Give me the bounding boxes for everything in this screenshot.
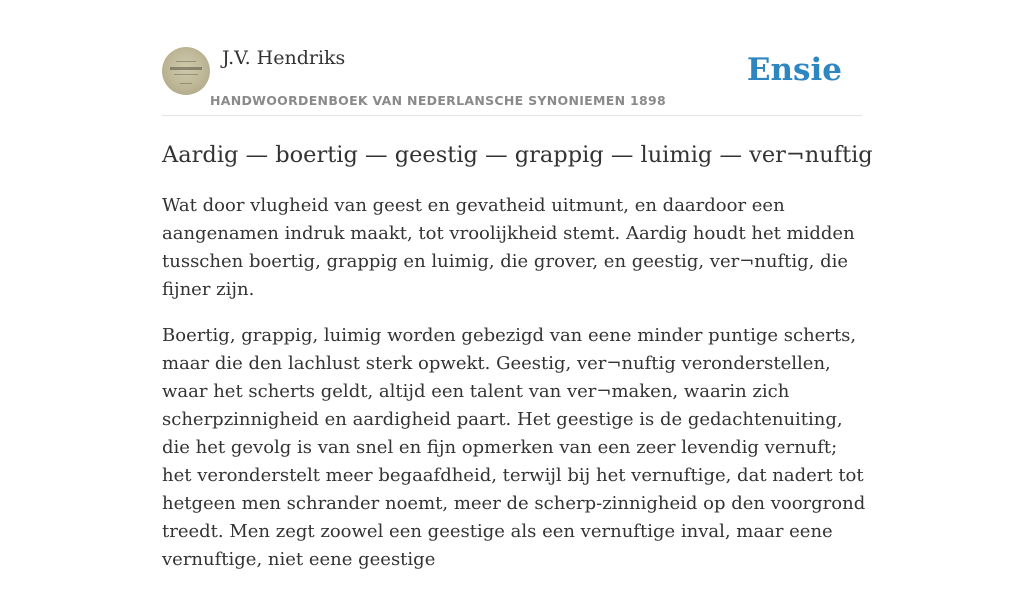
- article-paragraph: Boertig, grappig, luimig worden gebezigd van eene minder puntige scherts, maar die den lachlust sterk opwekt. Geestig, ver¬nuftig veronderstellen, waar het scherts geldt, altijd een talent van ver¬maken, waarin zich scherpzinnigheid en aardigheid paart. Het geestige is de gedachtenuiting, die het gevolg is van snel en fijn opmerken van een zeer levendig vernuft; het veronderstelt meer begaafdheid, terwijl bij het vernuftige, dat nadert tot hetgeen men schrander noemt, meer de scherp-zinnigheid op den voorgrond treedt. Men zegt zoowel een geestige als een vernuftige inval, maar eene vernuftige, niet eene geestige: [162, 325, 866, 570]
- author-avatar[interactable]: [162, 47, 210, 95]
- source-title[interactable]: HANDWOORDENBOEK VAN NEDERLANSCHE SYNONIEMEN 1898: [210, 93, 667, 108]
- header: [162, 46, 862, 116]
- author-name[interactable]: J.V. Hendriks: [222, 47, 346, 69]
- brand-logo[interactable]: Ensie: [746, 52, 842, 88]
- avatar-book-cover-line: [180, 83, 192, 84]
- article-paragraph: Wat door vlugheid van geest en gevatheid uitmunt, en daardoor een aangenamen indruk maakt, tot vroolijkheid stemt. Aardig houdt het midden tusschen boertig, grappig en luimig, die grover, en geestig, ver¬nuftig, die fijner zijn.: [162, 195, 855, 300]
- article-body: [162, 192, 867, 592]
- avatar-book-cover-line: [174, 74, 198, 75]
- article-title: Aardig — boertig — geestig — grappig — luimig — ver¬nuftig: [162, 142, 873, 168]
- avatar-book-cover-line: [176, 61, 196, 62]
- avatar-book-cover-line: [170, 67, 202, 70]
